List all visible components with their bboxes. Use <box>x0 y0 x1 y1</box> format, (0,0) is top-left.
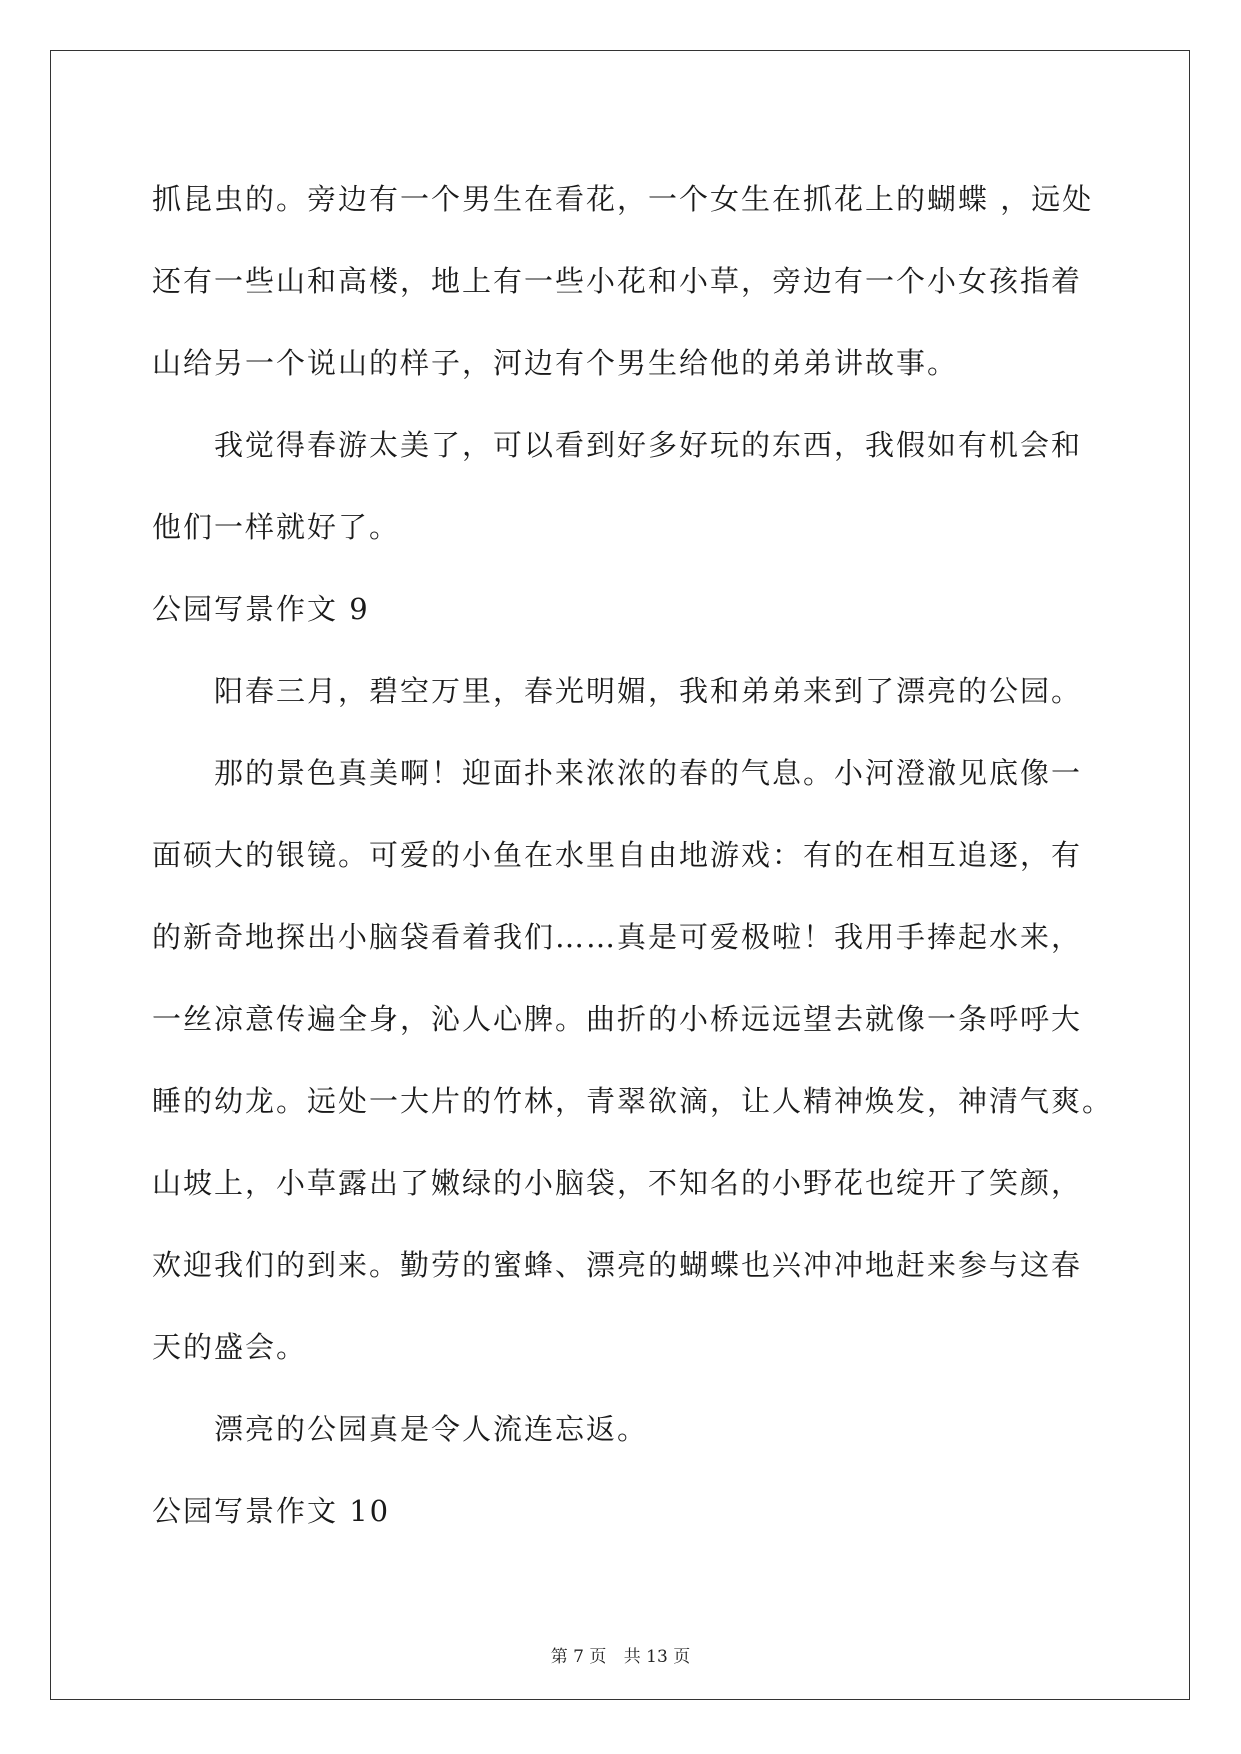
paragraph-start: 那的景色真美啊！迎面扑来浓浓的春的气息。小河澄澈见底像一 <box>214 756 1083 790</box>
paragraph-start: 漂亮的公园真是令人流连忘返。 <box>214 1412 649 1446</box>
section-heading: 公园写景作文 9 <box>152 592 370 626</box>
text-line: 抓昆虫的。旁边有一个男生在看花，一个女生在抓花上的蝴蝶 ，远处 <box>152 182 1094 216</box>
text-line: 一丝凉意传遍全身，沁人心脾。曲折的小桥远远望去就像一条呼呼大 <box>152 1002 1083 1036</box>
page-number-total: 共 13 页 <box>623 1647 691 1667</box>
document-body <box>152 158 1114 1552</box>
text-line: 山坡上，小草露出了嫩绿的小脑袋，不知名的小野花也绽开了笑颜， <box>152 1166 1083 1200</box>
section-heading: 公园写景作文 10 <box>152 1494 391 1528</box>
text-line: 欢迎我们的到来。勤劳的蜜蜂、漂亮的蝴蝶也兴冲冲地赶来参与这春 <box>152 1248 1083 1282</box>
text-line: 面硕大的银镜。可爱的小鱼在水里自由地游戏：有的在相互追逐，有 <box>152 838 1083 872</box>
paragraph-start: 阳春三月，碧空万里，春光明媚，我和弟弟来到了漂亮的公园。 <box>214 674 1083 708</box>
paragraph-start: 我觉得春游太美了，可以看到好多好玩的东西，我假如有机会和 <box>214 428 1083 462</box>
text-line: 还有一些山和高楼，地上有一些小花和小草，旁边有一个小女孩指着 <box>152 264 1083 298</box>
text-line: 的新奇地探出小脑袋看着我们……真是可爱极啦！我用手捧起水来， <box>152 920 1083 954</box>
text-line: 睡的幼龙。远处一大片的竹林，青翠欲滴，让人精神焕发，神清气爽。 <box>152 1084 1114 1118</box>
text-line: 山给另一个说山的样子，河边有个男生给他的弟弟讲故事。 <box>152 346 959 380</box>
text-line: 他们一样就好了。 <box>152 510 401 544</box>
page-number-current: 第 7 页 <box>550 1647 607 1667</box>
text-line: 天的盛会。 <box>152 1330 308 1364</box>
page-footer <box>0 1642 1241 1667</box>
